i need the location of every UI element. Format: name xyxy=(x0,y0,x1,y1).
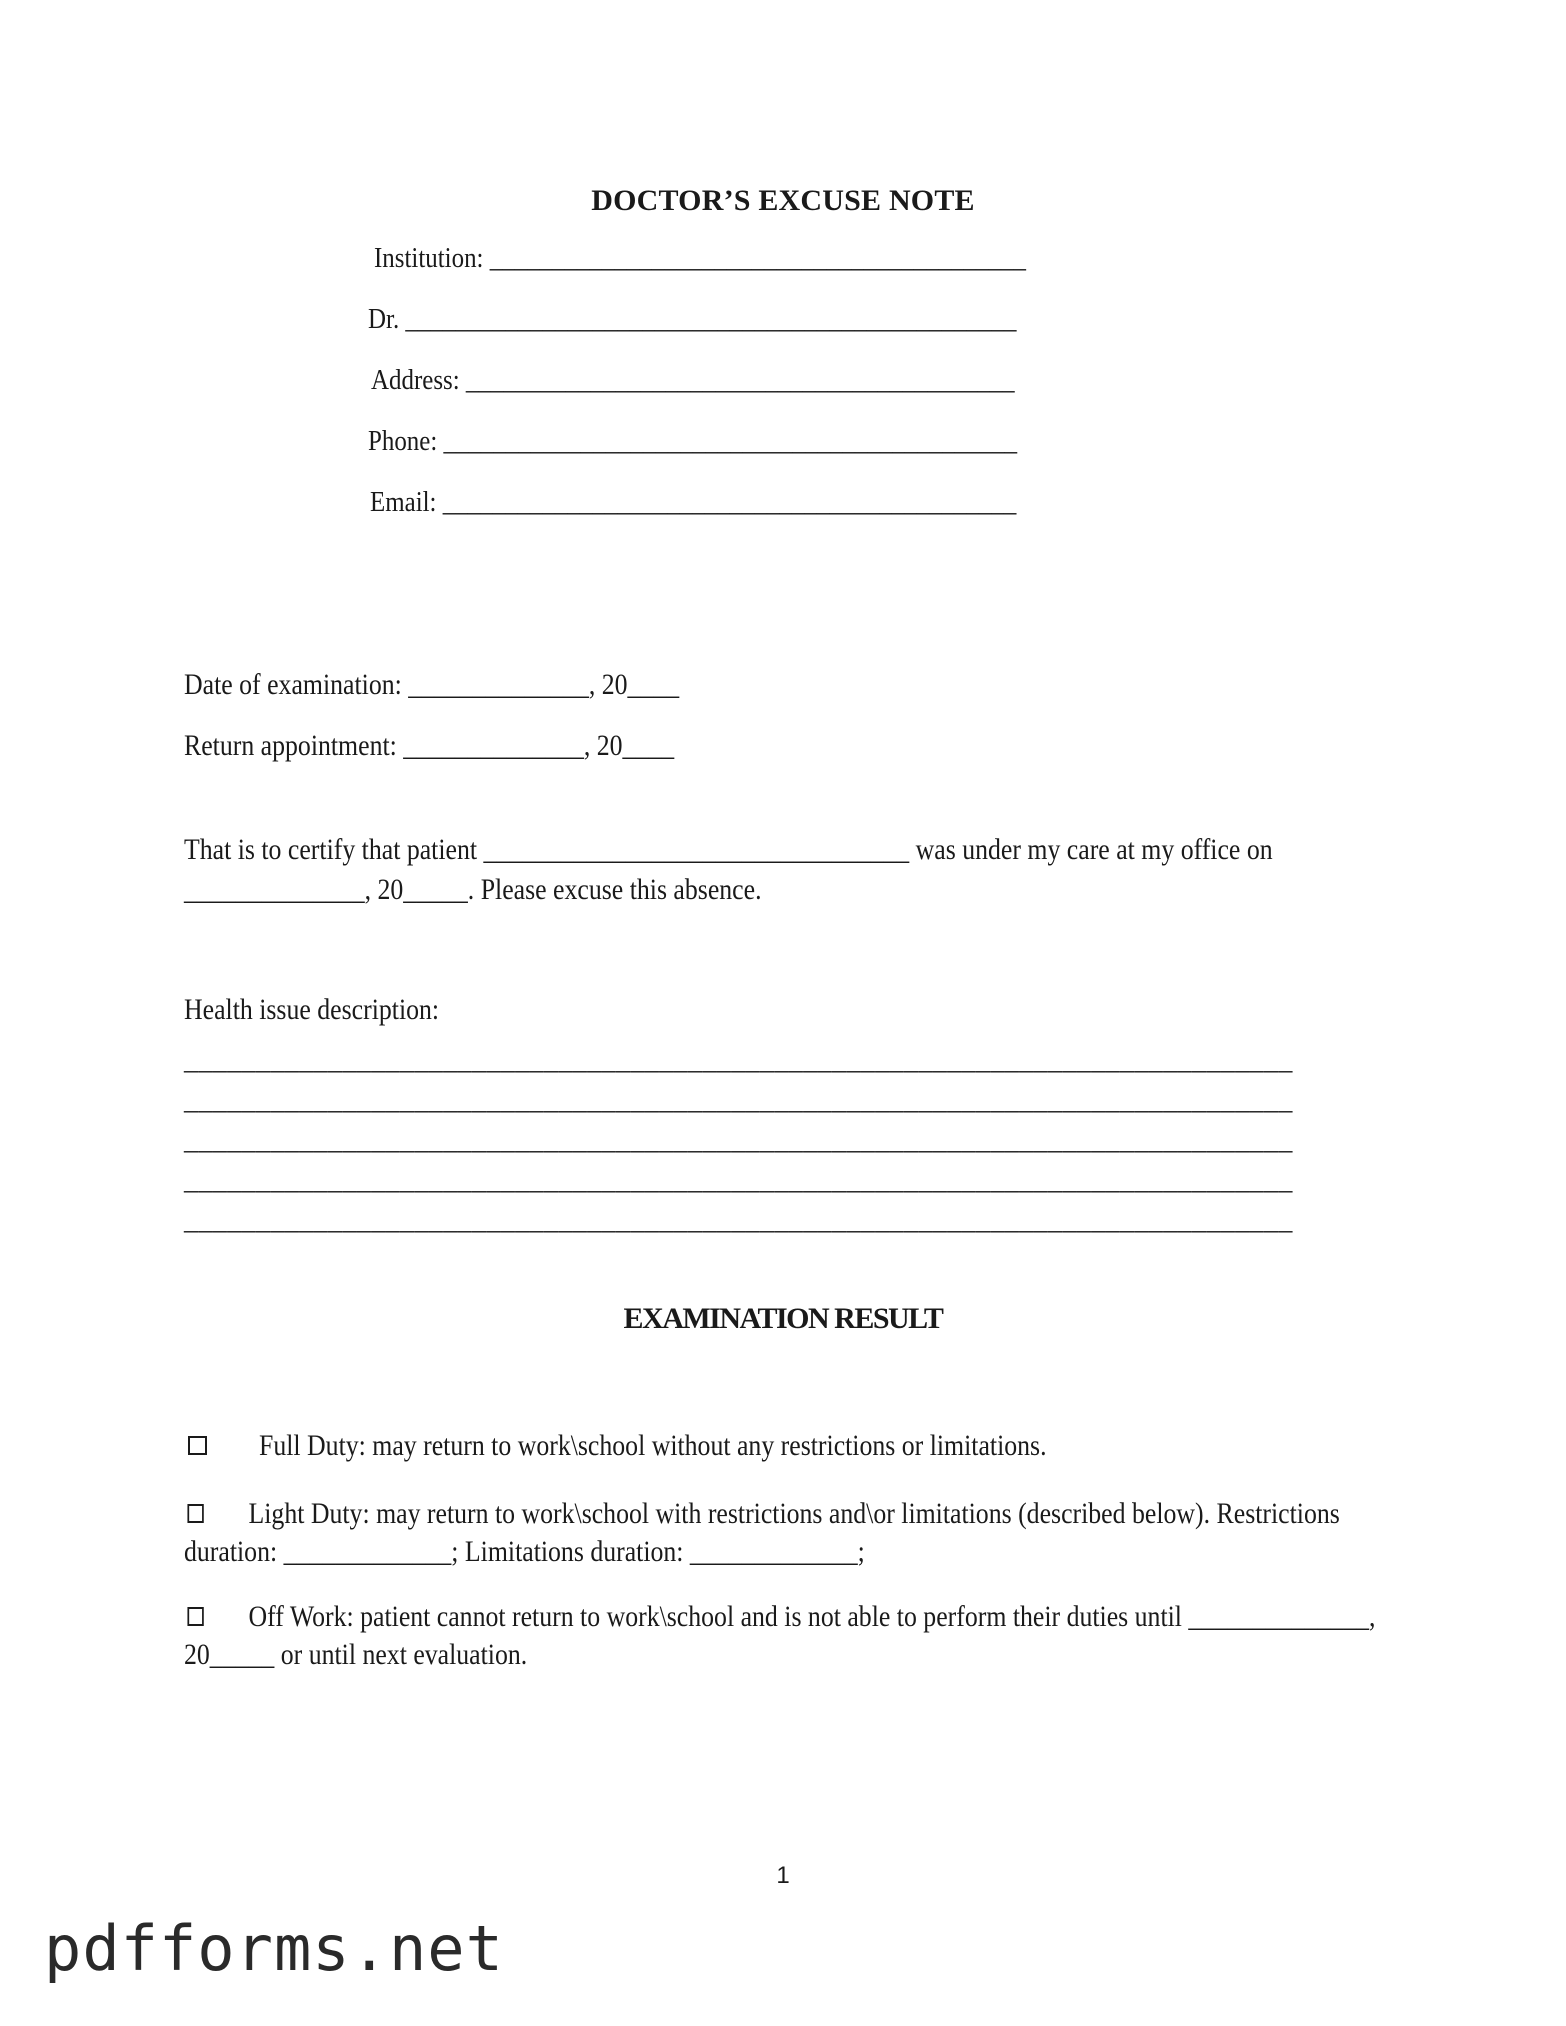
light-duty-block xyxy=(184,1495,1379,1571)
return-appointment-text: Return appointment: ______________, 20____ xyxy=(184,729,675,762)
off-work-text: Off Work: patient cannot return to work\school and is not able to perform their duties until ______________, 20_____ or until next evaluation. xyxy=(184,1600,1376,1671)
address-field[interactable] xyxy=(371,364,1119,397)
health-issue-label-text: Health issue description: xyxy=(184,993,440,1026)
email-field[interactable] xyxy=(370,486,1122,519)
health-issue-line-5[interactable]: _____________________________________________________________________________ xyxy=(184,1205,1293,1236)
off-work-block xyxy=(184,1598,1379,1674)
institution-label: Institution: ___________________________________________ xyxy=(374,242,1026,274)
doctor-label: Dr. _________________________________________________ xyxy=(368,303,1017,335)
light-duty-option[interactable] xyxy=(184,1495,1384,1571)
full-duty-text: Full Duty: may return to work\school without any restrictions or limitations. xyxy=(259,1429,1047,1462)
health-issue-line-3[interactable]: _____________________________________________________________________________ xyxy=(184,1125,1293,1156)
phone-field[interactable] xyxy=(368,425,1123,458)
off-work-option[interactable] xyxy=(184,1598,1384,1674)
full-duty-option[interactable] xyxy=(184,1427,1384,1465)
off-work-checkbox[interactable] xyxy=(187,1607,203,1626)
email-label: Email: ______________________________________________ xyxy=(370,486,1017,518)
doctor-field[interactable] xyxy=(368,303,1122,336)
certification-paragraph[interactable] xyxy=(184,830,1384,910)
certification-text: That is to certify that patient _________________________________ was under my care at my office on ______________, 20_____. Please excuse this absence. xyxy=(184,833,1273,906)
examination-result-title: EXAMINATION RESULT xyxy=(623,1302,943,1335)
health-issue-line-2[interactable]: _____________________________________________________________________________ xyxy=(184,1085,1293,1116)
page-number: 1 xyxy=(776,1862,790,1889)
health-issue-line-4[interactable]: _____________________________________________________________________________ xyxy=(184,1165,1293,1196)
return-appointment-field[interactable] xyxy=(184,729,754,763)
phone-label: Phone: ______________________________________________ xyxy=(368,425,1018,457)
document-title: DOCTOR’S EXCUSE NOTE xyxy=(591,184,975,217)
health-issue-label xyxy=(184,993,481,1027)
date-of-examination-field[interactable] xyxy=(184,668,760,702)
institution-field[interactable] xyxy=(374,242,1132,275)
date-of-examination-text: Date of examination: ______________, 20____ xyxy=(184,668,680,701)
address-label: Address: ____________________________________________ xyxy=(371,364,1015,396)
full-duty-checkbox[interactable] xyxy=(188,1436,207,1455)
light-duty-text: Light Duty: may return to work\school with restrictions and\or limitations (described below). Restrictions duration: _____________; Limitations duration: _____________; xyxy=(184,1497,1340,1568)
health-issue-line-1[interactable]: _____________________________________________________________________________ xyxy=(184,1045,1293,1076)
light-duty-checkbox[interactable] xyxy=(187,1504,203,1523)
watermark-logo: pdfforms.net xyxy=(44,1912,504,1985)
